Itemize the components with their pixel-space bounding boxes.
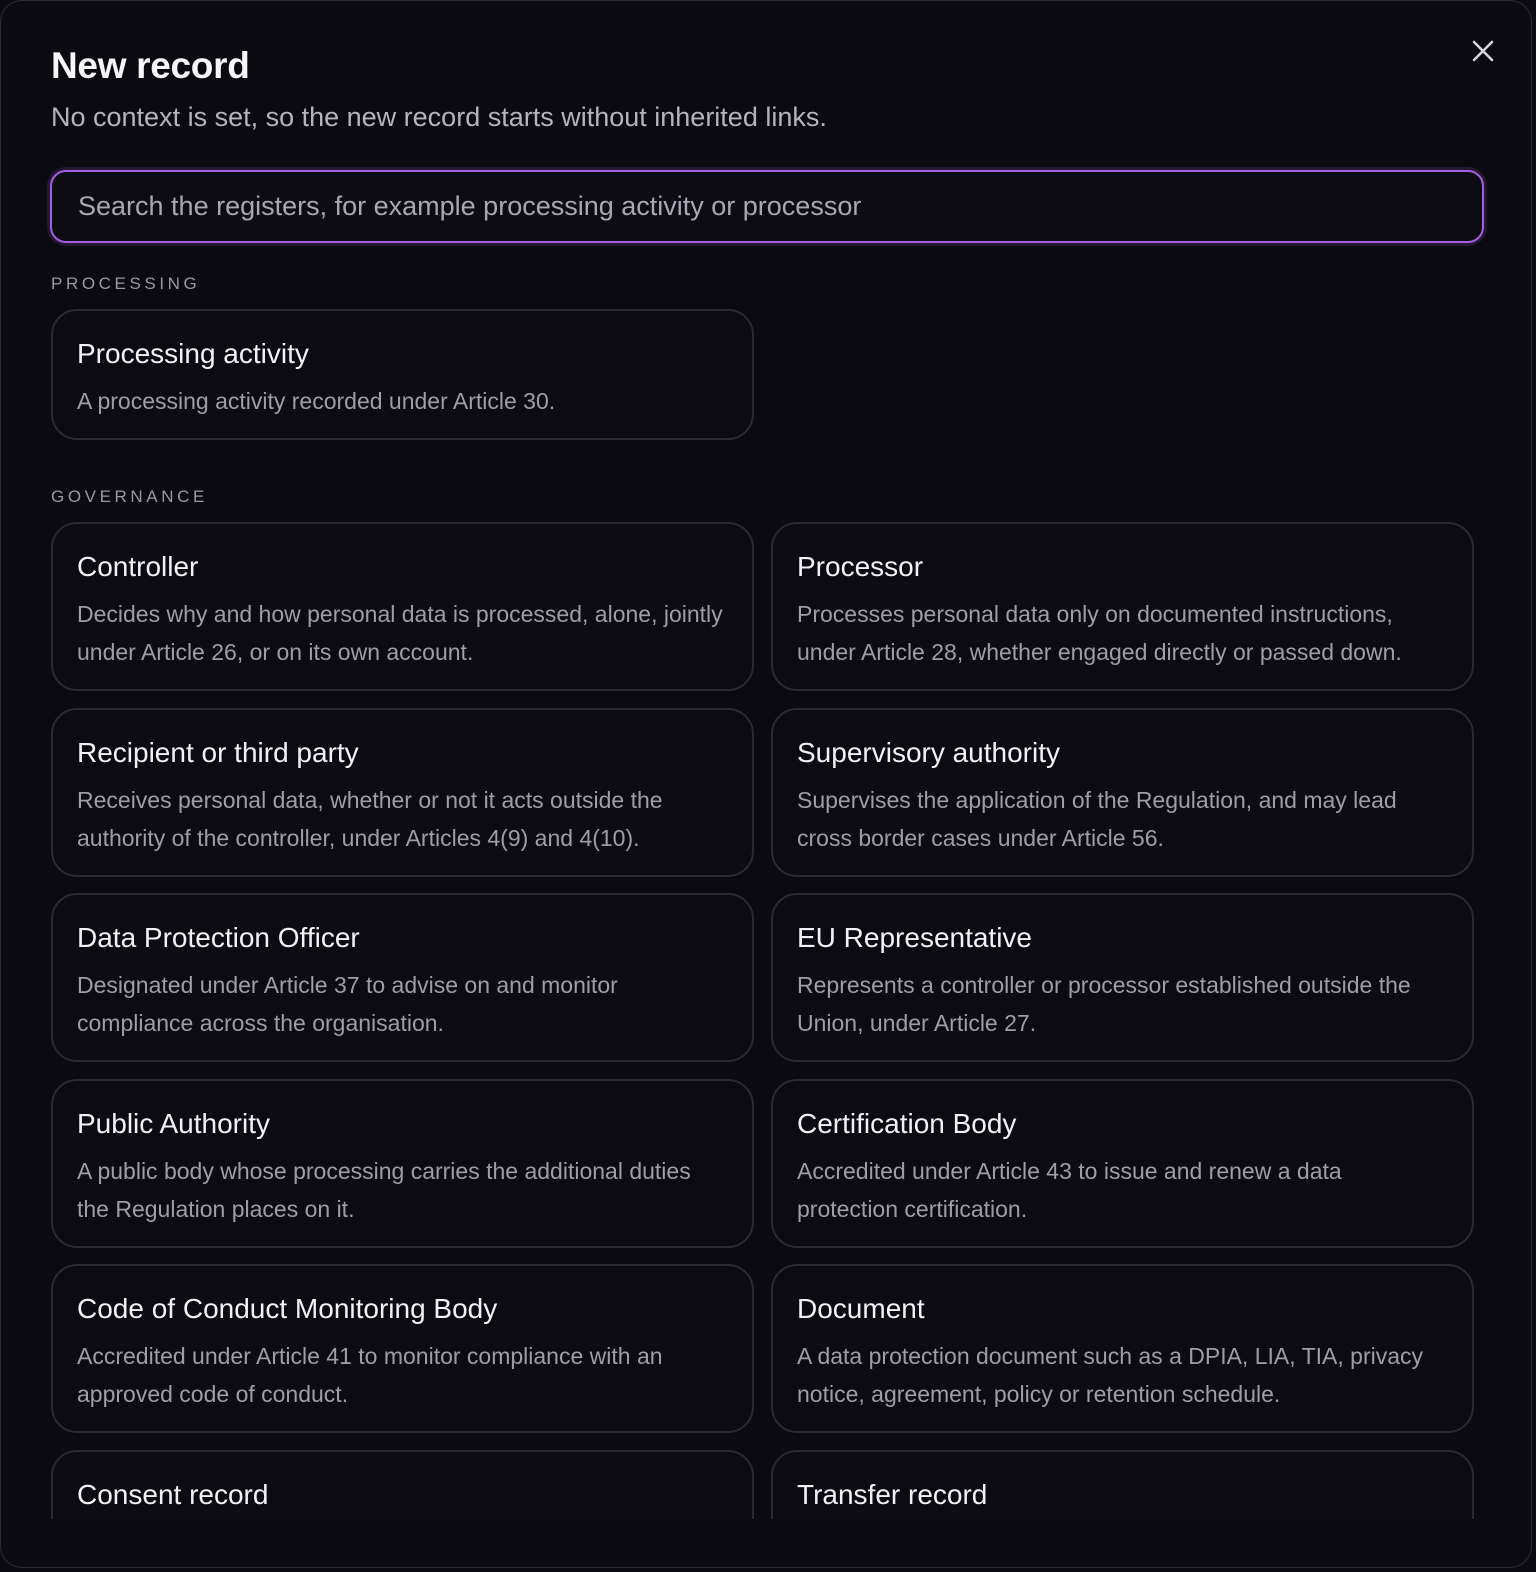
- record-type-transfer-record[interactable]: [771, 1450, 1474, 1519]
- dialog-subtitle: No context is set, so the new record starts without inherited links.: [51, 102, 827, 132]
- card-title: Consent record: [77, 1479, 269, 1510]
- card-title: Processor: [797, 551, 924, 582]
- close-button[interactable]: [1461, 33, 1505, 69]
- card-description: A processing activity recorded under Article 30.: [77, 388, 556, 414]
- card-title: Code of Conduct Monitoring Body: [77, 1293, 498, 1324]
- record-type-certification-body[interactable]: [771, 1079, 1474, 1248]
- record-type-code-of-conduct-monitoring-body[interactable]: [51, 1264, 754, 1433]
- card-description: A public body whose processing carries the additional duties the Regulation places on it.: [77, 1158, 691, 1222]
- record-type-recipient[interactable]: [51, 708, 754, 877]
- close-icon: [1471, 39, 1495, 63]
- card-description: A data protection document such as a DPIA, LIA, TIA, privacy notice, agreement, policy or retention schedule.: [797, 1343, 1424, 1407]
- card-description: Supervises the application of the Regulation, and may lead cross border cases under Article 56.: [797, 787, 1397, 851]
- record-type-supervisory-authority[interactable]: [771, 708, 1474, 877]
- card-description: Accredited under Article 41 to monitor compliance with an approved code of conduct.: [77, 1343, 663, 1407]
- record-type-public-authority[interactable]: [51, 1079, 754, 1248]
- record-type-eu-representative[interactable]: [771, 893, 1474, 1062]
- record-type-document[interactable]: [771, 1264, 1474, 1433]
- record-type-data-protection-officer[interactable]: [51, 893, 754, 1062]
- section-label-governance: GOVERNANCE: [51, 487, 208, 506]
- card-title: Data Protection Officer: [77, 922, 360, 953]
- card-description: Represents a controller or processor established outside the Union, under Article 27.: [797, 972, 1411, 1036]
- card-title: Recipient or third party: [77, 737, 359, 768]
- card-description: Receives personal data, whether or not it acts outside the authority of the controller, under Articles 4(9) and 4(10).: [77, 787, 663, 851]
- card-title: Controller: [77, 551, 199, 582]
- card-title: Certification Body: [797, 1108, 1017, 1139]
- card-title: Supervisory authority: [797, 737, 1061, 768]
- record-type-processing-activity[interactable]: [51, 309, 754, 440]
- record-type-controller[interactable]: [51, 522, 754, 691]
- card-description: Processes personal data only on documented instructions, under Article 28, whether engaged directly or passed down.: [797, 601, 1402, 665]
- record-type-processor[interactable]: [771, 522, 1474, 691]
- card-description: Designated under Article 37 to advise on and monitor compliance across the organisation.: [77, 972, 618, 1036]
- dialog-title: New record: [51, 45, 250, 86]
- card-title: Public Authority: [77, 1108, 270, 1139]
- card-title: EU Representative: [797, 922, 1033, 953]
- search-input[interactable]: [50, 170, 1484, 243]
- card-description: Decides why and how personal data is processed, alone, jointly under Article 26, or on its own account.: [77, 601, 723, 665]
- card-title: Document: [797, 1293, 925, 1324]
- record-type-consent-record[interactable]: [51, 1450, 754, 1519]
- section-label-processing: PROCESSING: [51, 274, 201, 293]
- dialog-content: [1, 1, 1532, 1519]
- card-description: Accredited under Article 43 to issue and renew a data protection certification.: [797, 1158, 1342, 1222]
- card-title: Transfer record: [797, 1479, 988, 1510]
- card-title: Processing activity: [77, 338, 309, 369]
